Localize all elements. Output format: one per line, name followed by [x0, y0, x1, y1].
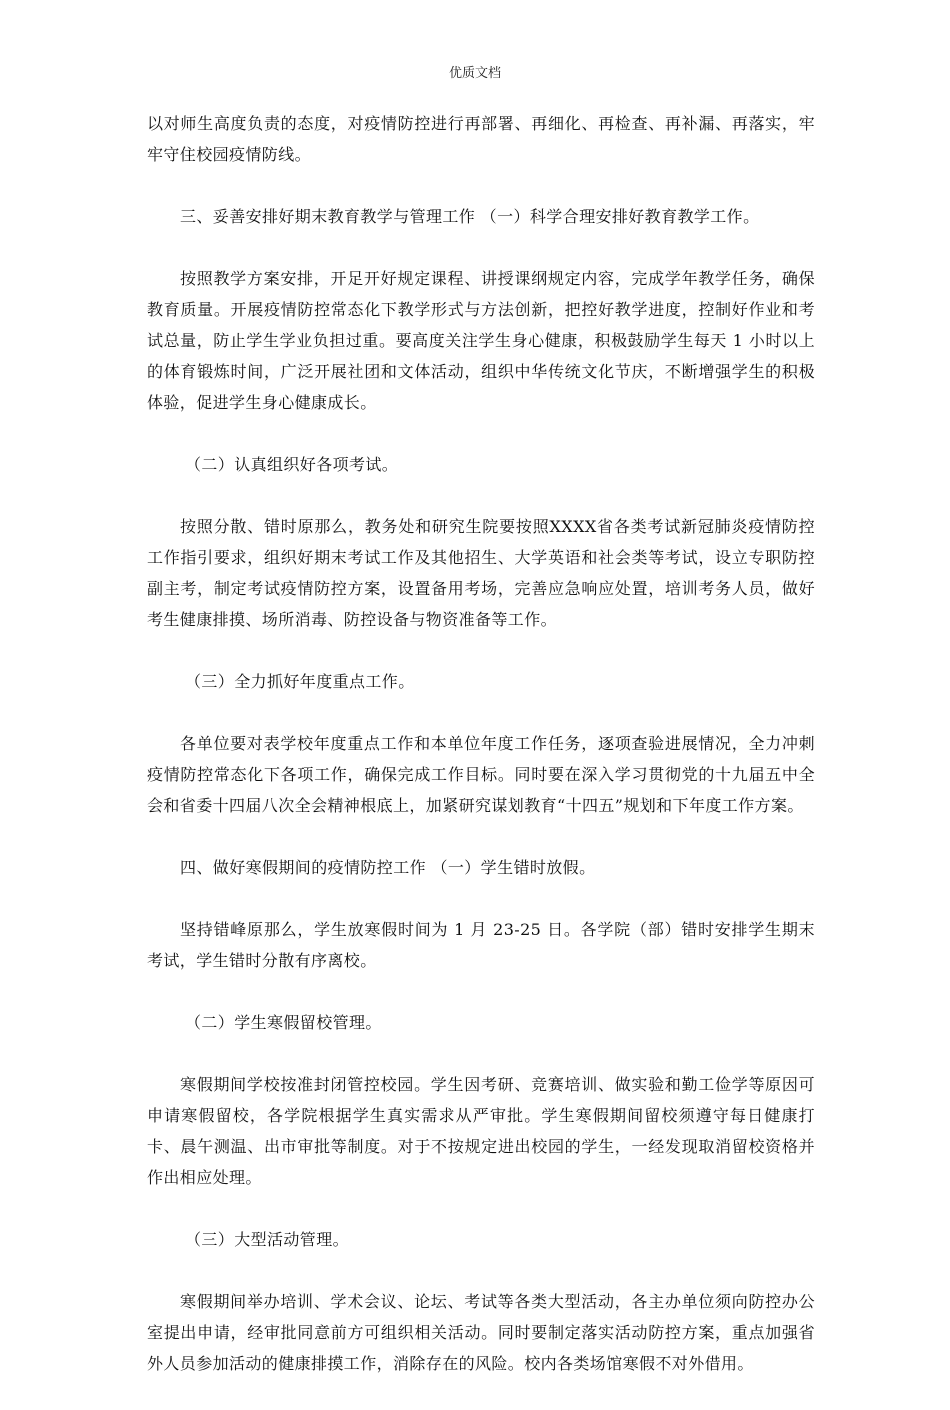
subsection-heading: （三）大型活动管理。	[185, 1230, 350, 1249]
paragraph-continuation: 以对师生高度负责的态度，对疫情防控进行再部署、再细化、再检查、再补漏、再落实，牢牢守住校园疫情防线。	[147, 114, 815, 164]
document-body	[147, 108, 815, 1410]
paragraph: 各单位要对表学校年度重点工作和本单位年度工作任务，逐项查验进展情况，全力冲刺疫情防控常态化下各项工作，确保完成工作目标。同时要在深入学习贯彻党的十九届五中全会和省委十四届八次全会精神根底上，加紧研究谋划教育“十四五”规划和下年度工作方案。	[147, 734, 815, 815]
subsection-heading: （三）全力抓好年度重点工作。	[185, 672, 415, 691]
subsection-heading: （二）认真组织好各项考试。	[185, 455, 399, 474]
section-heading-3: 三、妥善安排好期末教育教学与管理工作 （一）科学合理安排好教育教学工作。	[180, 207, 760, 226]
paragraph: 寒假期间学校按准封闭管控校园。学生因考研、竞赛培训、做实验和勤工俭学等原因可申请寒假留校，各学院根据学生真实需求从严审批。学生寒假期间留校须遵守每日健康打卡、晨午测温、出市审批等制度。对于不按规定进出校园的学生，一经发现取消留校资格并作出相应处理。	[147, 1075, 815, 1187]
paragraph: 按照教学方案安排，开足开好规定课程、讲授课纲规定内容，完成学年教学任务，确保教育质量。开展疫情防控常态化下教学形式与方法创新，把控好教学进度，控制好作业和考试总量，防止学生学业负担过重。要高度关注学生身心健康，积极鼓励学生每天 1 小时以上的体育锻炼时间，广泛开展社团和文体活动，组织中华传统文化节庆，不断增强学生的积极体验，促进学生身心健康成长。	[147, 269, 815, 412]
paragraph: 寒假期间举办培训、学术会议、论坛、考试等各类大型活动，各主办单位须向防控办公室提出申请，经审批同意前方可组织相关活动。同时要制定落实活动防控方案，重点加强省外人员参加活动的健康排摸工作，消除存在的风险。校内各类场馆寒假不对外借用。	[147, 1292, 815, 1373]
page-header: 优质文档	[448, 66, 501, 81]
paragraph: 按照分散、错时原那么，教务处和研究生院要按照XXXX省各类考试新冠肺炎疫情防控工作指引要求，组织好期末考试工作及其他招生、大学英语和社会类等考试，设立专职防控副主考，制定考试疫情防控方案，设置备用考场，完善应急响应处置，培训考务人员，做好考生健康排摸、场所消毒、防控设备与物资准备等工作。	[147, 517, 815, 629]
subsection-heading: （二）学生寒假留校管理。	[185, 1013, 382, 1032]
section-heading-4: 四、做好寒假期间的疫情防控工作 （一）学生错时放假。	[180, 858, 596, 877]
paragraph: 坚持错峰原那么，学生放寒假时间为 1 月 23-25 日。各学院（部）错时安排学生期末考试，学生错时分散有序离校。	[147, 920, 815, 970]
